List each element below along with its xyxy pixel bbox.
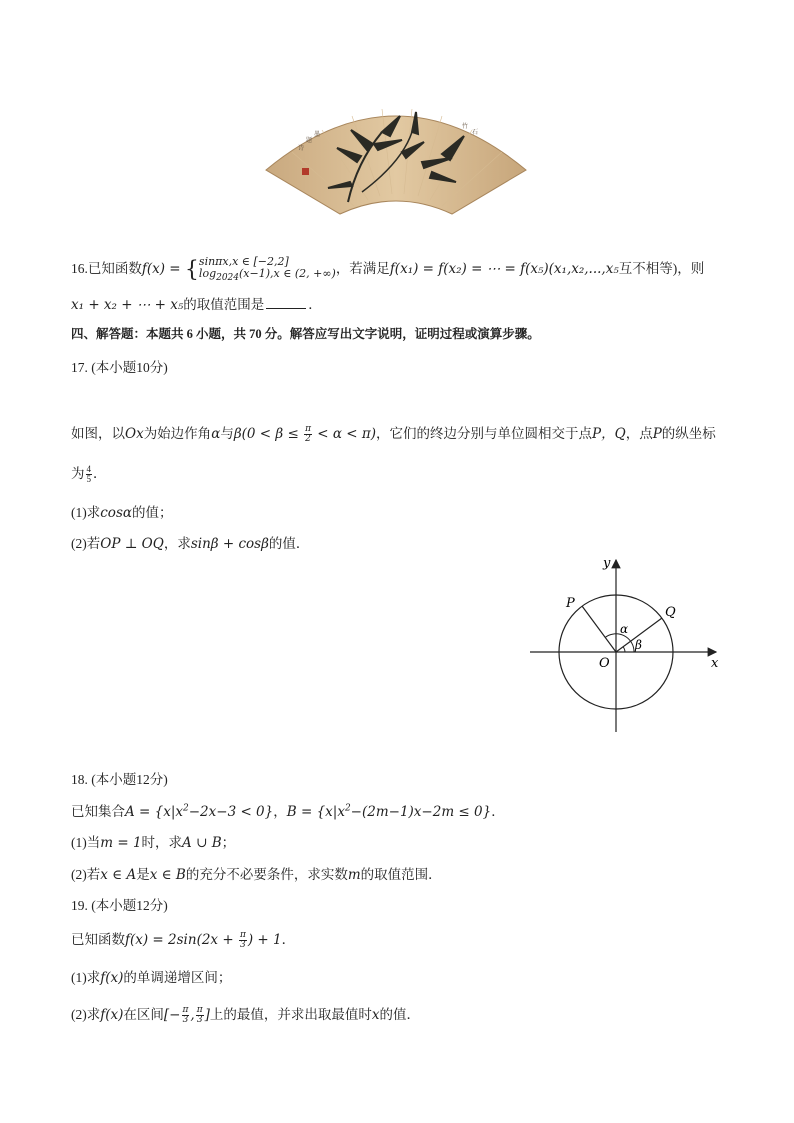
- q16-case1: sinπx,x ∈ [−2,2]: [198, 255, 289, 268]
- q17-pi: π: [305, 424, 311, 435]
- q17-five: 5: [86, 474, 91, 485]
- q19-intro-a: 已知函数: [71, 932, 125, 947]
- q18-intro-a: 已知集合: [71, 804, 125, 819]
- point-p-label: P: [566, 596, 575, 611]
- section-4-title: 四、解答题：本题共 6 小题，共 70 分。解答应写出文字说明，证明过程或演算步骤。: [71, 327, 540, 341]
- q19-part2-a: (2)求: [71, 1007, 101, 1022]
- q19-pi-over-3: [239, 931, 247, 950]
- q18-sq-a: 2: [183, 803, 189, 814]
- q19-part2-e: x: [371, 1007, 380, 1023]
- q18-part2-g: 的取值范围．: [360, 867, 442, 882]
- q17-part1-b: cosα: [100, 505, 132, 521]
- q18-sep: ，: [273, 804, 287, 819]
- q19-intro: [71, 928, 295, 950]
- q16-cond-post: 互不相等)，则: [618, 261, 705, 277]
- q18-part1-a: (1)当: [71, 835, 101, 850]
- q19-part2-c: 在区间: [123, 1007, 164, 1022]
- q16-case2-sub: 2024: [216, 273, 240, 284]
- q17-four-fifths: [86, 465, 93, 484]
- q16-number: 16.: [71, 261, 88, 277]
- q19-part2-f: 的值．: [379, 1007, 421, 1022]
- question-16-line2: [71, 293, 322, 313]
- q19-part2-d: 上的最值，并求出取最值时: [209, 1007, 372, 1022]
- q17-intro-a: 如图，以: [71, 426, 125, 441]
- point-q-label: Q: [665, 605, 676, 620]
- q18-part1: [71, 831, 235, 851]
- q19-part1: [71, 966, 231, 986]
- q18-setB: B = {x|x: [286, 804, 345, 820]
- q19-interval-pi-1: π: [182, 1005, 189, 1016]
- q19-three: 3: [240, 940, 246, 951]
- q17-intro-c: 与: [220, 426, 234, 441]
- q19-part1-c: 的单调递增区间；: [123, 970, 232, 985]
- svg-text:竹: 竹: [462, 124, 469, 130]
- q18-part2: [71, 863, 442, 883]
- q17-header: 17. (本小题10分): [71, 360, 168, 375]
- q19-part1-a: (1)求: [71, 970, 101, 985]
- q17-points: P，Q: [592, 426, 626, 442]
- q17-line2: [71, 462, 107, 484]
- q17-intro-e: ，点: [625, 426, 653, 441]
- q18-part2-b: x ∈ A: [100, 867, 137, 883]
- fan-painting-bamboo-icon: [262, 92, 530, 220]
- q18-header: 18. (本小题12分): [71, 772, 168, 787]
- q17-part1-a: (1)求: [71, 505, 101, 520]
- q19-interval-three-2: 3: [196, 1015, 203, 1026]
- q19-end: ．: [281, 932, 296, 947]
- q19-interval-three-1: 3: [182, 1015, 189, 1026]
- q16-line2-end: ．: [308, 297, 322, 312]
- q17-two: 2: [305, 434, 311, 445]
- q19-part1-b: f(x): [100, 970, 124, 986]
- q17-p: P: [652, 426, 662, 442]
- q17-alpha: α: [211, 426, 221, 442]
- q17-part2-d: sinβ + cosβ: [190, 536, 269, 552]
- q18-part1-c: 时，求: [141, 835, 183, 850]
- q19-interval-pi-2: π: [196, 1005, 203, 1016]
- q19-interval-b: ]: [204, 1007, 210, 1023]
- q17-intro: [71, 422, 716, 444]
- q17-beta-a: β(0 < β ≤: [233, 426, 304, 442]
- q17-beta-b: < α < π): [313, 426, 377, 442]
- q16-func: f(x) =: [141, 261, 185, 278]
- svg-text:墨: 墨: [314, 132, 321, 138]
- q17-part2-e: 的值．: [268, 536, 310, 551]
- q18-part1-d: A ∪ B: [182, 835, 222, 851]
- q19-interval-mid: ,: [190, 1007, 195, 1023]
- q16-line2-expr: x₁ + x₂ + ⋯ + x₅: [71, 297, 184, 313]
- q17-pi-over-2: [304, 425, 312, 444]
- q16-lead: 已知函数: [87, 261, 142, 277]
- q17-intro-d: ，它们的终边分别与单位圆相交于点: [376, 426, 593, 441]
- q18-part1-b: m = 1: [100, 835, 142, 851]
- q18-part2-e: 的充分不必要条件，求实数: [185, 867, 348, 882]
- beta-label: β: [635, 638, 642, 652]
- q17-part2-a: (2)若: [71, 536, 101, 551]
- q17-intro-f: 的纵坐标: [661, 426, 716, 441]
- q18-part1-e: ；: [221, 835, 236, 850]
- unit-circle-figure: [528, 552, 728, 737]
- q18-setA-b: −2x−3 < 0}: [188, 804, 274, 820]
- q19-pi: π: [239, 930, 246, 941]
- x-label: x: [711, 656, 719, 671]
- q18-part2-a: (2)若: [71, 867, 101, 882]
- q17-part1-c: 的值；: [131, 505, 173, 520]
- q19-part2: [71, 1003, 420, 1025]
- answer-blank[interactable]: [266, 308, 306, 309]
- q18-part2-d: x ∈ B: [149, 867, 186, 883]
- svg-text:题: 题: [306, 138, 313, 144]
- beta-arc: [623, 647, 625, 652]
- q18-intro: [71, 800, 505, 820]
- q17-four: 4: [86, 464, 91, 475]
- q17-part2-c: ，求: [163, 536, 191, 551]
- q17-line2-a: 为: [71, 466, 85, 481]
- q16-case2-rest: (x−1),x ∈ (2, +∞): [239, 267, 336, 280]
- q16-cond-eq: f(x₁) = f(x₂) = ⋯ = f(x₅)(x₁,x₂,...,x₅: [389, 261, 619, 278]
- q18-setA: A = {x|x: [125, 804, 184, 820]
- q19-header: 19. (本小题12分): [71, 898, 168, 913]
- question-16-line1: 16.已知函数f(x) = { sinπx,x ∈ [−2,2] $\log_{2024}(x-1),x$ ∈ (2, +∞) ，若满足f(x₁) = f(x₂) = ⋯ = f(x₅)(x₁,x₂,...,x₅互不相等)，则: [71, 255, 705, 284]
- q19-interval-a: [−: [163, 1007, 181, 1023]
- q18-sq-b: 2: [344, 803, 351, 814]
- q17-intro-b: 为始边作角: [143, 426, 212, 441]
- q19-part2-b: f(x): [100, 1007, 124, 1023]
- q17-part1: [71, 501, 172, 521]
- q18-end: ．: [491, 804, 505, 819]
- q17-ox: Ox: [125, 426, 144, 442]
- q19-interval-frac-2: [196, 1006, 204, 1025]
- alpha-label: α: [620, 622, 629, 636]
- q18-part2-f: m: [347, 867, 361, 883]
- q19-func-a: f(x) = 2sin(2x +: [125, 932, 238, 948]
- q17-part2-b: OP ⊥ OQ: [100, 536, 164, 552]
- q18-part2-c: 是: [136, 867, 150, 882]
- y-label: y: [603, 556, 611, 571]
- q19-func-b: ) + 1: [247, 932, 282, 948]
- q19-interval-frac-1: [182, 1006, 190, 1025]
- q17-line2-b: ．: [93, 466, 107, 481]
- q18-setB-b: −(2m−1)x−2m ≤ 0}: [350, 804, 492, 820]
- ray-op: [582, 606, 616, 652]
- q16-piecewise: [199, 256, 336, 284]
- svg-text:诗: 诗: [298, 146, 305, 152]
- q16-cond-pre: ，若满足: [335, 261, 390, 277]
- q16-case2: log: [198, 267, 217, 280]
- q17-part2: [71, 532, 309, 552]
- svg-text:石: 石: [472, 130, 479, 136]
- q16-line2-text: 的取值范围是: [183, 297, 265, 312]
- origin-label: O: [599, 656, 610, 671]
